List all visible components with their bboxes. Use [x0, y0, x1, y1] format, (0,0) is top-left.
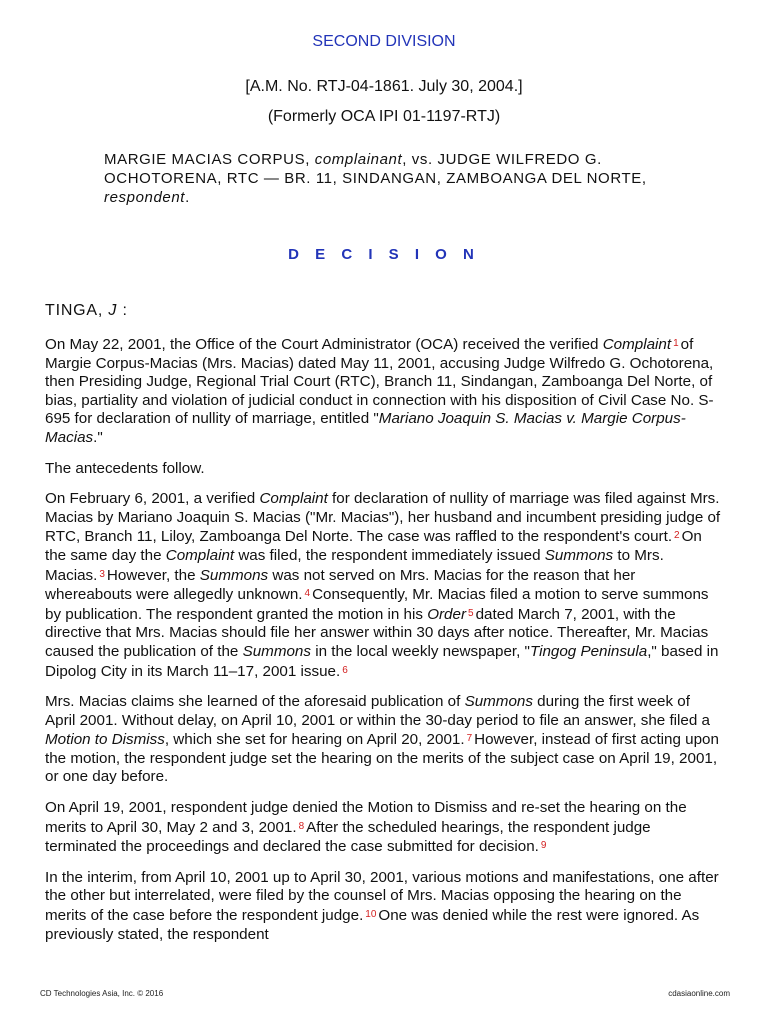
footnote-2-link[interactable]: 2: [674, 530, 680, 542]
division-heading: SECOND DIVISION: [312, 33, 456, 50]
paragraph-5: On April 19, 2001, respondent judge denied the Motion to Dismiss and re-set the hearing on the merits to April 30, May 2 and 3, 2001. 8 After the scheduled hearings, the respondent judge terminated the proceedings and declared the case submitted for decision. 9: [45, 799, 687, 856]
paragraph-2: The antecedents follow.: [45, 459, 205, 477]
footer-copyright: CD Technologies Asia, Inc. © 2016: [40, 989, 164, 998]
complainant-name: MARGIE MACIAS CORPUS,: [104, 151, 315, 168]
complainant-role: complainant: [314, 151, 403, 168]
paragraph-3: On February 6, 2001, a verified Complaint for declaration of nullity of marriage was filed against Mrs. Macias by Mariano Joaquin S. Macias ("Mr. Macias"), her husband and incumbent presiding judge of RTC, Branch 11, Liloy, Zamboanga Del Norte. The case was raffled to the respondent's court. 2 On the same day the Complaint was filed, the respondent immediately issued Summons to Mrs. Macias. 3 However, the Summons was not served on Mrs. Macias for the reason that her whereabouts were allegedly unknown. 4 Consequently, Mr. Macias filed a motion to serve summons by publication. The respondent granted the motion in his Order 5 dated March 7, 2001, with the directive that Mrs. Macias should file her answer within 30 days after notice. Thereafter, Mr. Macias caused the publication of the Summons in the local weekly newspaper, "Tingog Peninsula," based in Dipolog City in its March 11–17, 2001 issue. 6: [45, 490, 721, 680]
versus: , vs.: [402, 151, 438, 168]
footnote-1-link[interactable]: 1: [673, 338, 679, 349]
footnote-10-link[interactable]: 10: [365, 909, 377, 921]
respondent-name: JUDGE WILFREDO G. OCHOTORENA, RTC — BR. 11, SINDANGAN, ZAMBOANGA DEL NORTE,: [104, 151, 647, 187]
respondent-role: respondent: [104, 189, 186, 206]
decision-body: [45, 335, 723, 956]
decision-heading: D E C I S I O N: [288, 246, 480, 263]
footnote-6-link[interactable]: 6: [342, 664, 348, 676]
case-number: [A.M. No. RTJ-04-1861. July 30, 2004.]: [245, 78, 523, 95]
ponente: TINGA, J :: [45, 302, 128, 319]
footnote-8-link[interactable]: 8: [298, 820, 305, 832]
footnote-7-link[interactable]: 7: [466, 733, 473, 745]
case-parties: MARGIE MACIAS CORPUS, complainant, vs. JUDGE WILFREDO G. OCHOTORENA, RTC — BR. 11, SINDANGAN, ZAMBOANGA DEL NORTE, respondent.: [104, 151, 647, 206]
footer-website: cdasiaonline.com: [668, 989, 730, 998]
footnote-9-link[interactable]: 9: [540, 840, 547, 852]
paragraph-6: In the interim, from April 10, 2001 up to April 30, 2001, various motions and manifestations, one after the other but interrelated, were filed by the counsel of Mrs. Macias opposing the hearing on the merits of the case before the respondent judge. 10 One was denied while the rest were ignored. As previously stated, the respondent: [45, 868, 719, 943]
paragraph-1: On May 22, 2001, the Office of the Court Administrator (OCA) received the verified Complaint 1 of Margie Corpus-Macias (Mrs. Macias) dated May 11, 2001, accusing Judge Wilfredo G. Ochotorena, then Presiding Judge, Regional Trial Court (RTC), Branch 11, Sindangan, Zamboanga Del Norte, of bias, partiality and violation of judicial conduct in connection with his disposition of Civil Case No. S-695 for declaration of nullity of marriage, entitled "Mariano Joaquin S. Macias v. Margie Corpus-Macias.": [45, 336, 714, 446]
footnote-4-link[interactable]: 4: [304, 588, 311, 600]
footnote-3-link[interactable]: 3: [99, 568, 105, 580]
ponente-name: TINGA,: [45, 302, 109, 319]
paragraph-4: Mrs. Macias claims she learned of the aforesaid publication of Summons during the first week of April 2001. Without delay, on April 10, 2001 or within the 30-day period to file an answer, she filed a Motion to Dismiss, which she set for hearing on April 20, 2001. 7 However, instead of first acting upon the motion, the respondent judge set the hearing on the merits of the subject case on April 19, 2001, or one day before.: [45, 693, 719, 786]
formerly-reference: (Formerly OCA IPI 01-1197-RTJ): [267, 108, 501, 125]
ponente-title: J: [108, 302, 118, 319]
footnote-5-link[interactable]: 5: [468, 607, 474, 619]
